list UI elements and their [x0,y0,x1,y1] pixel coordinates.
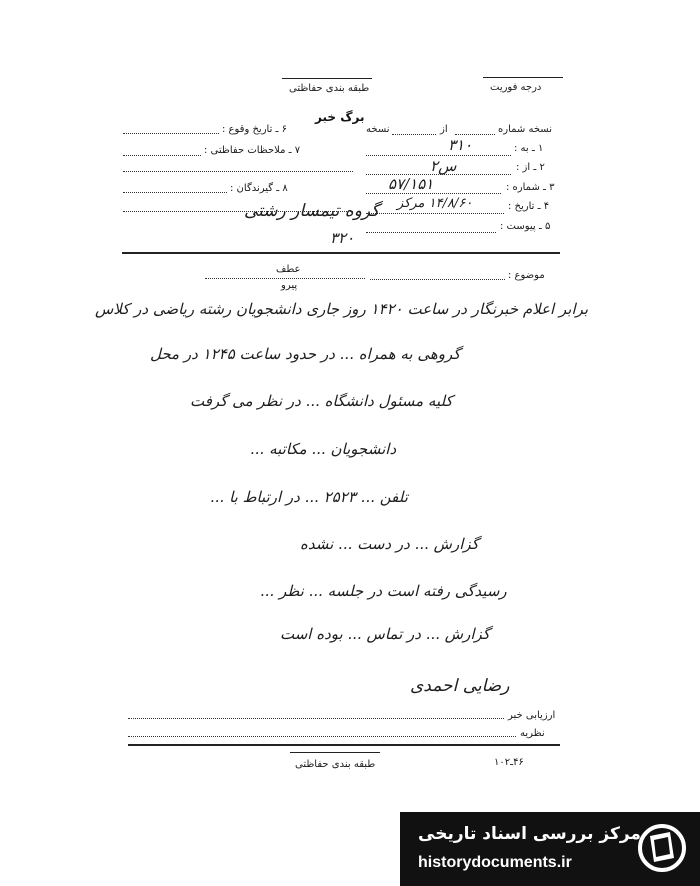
recipients-dots [123,192,227,193]
occurrence-date-label: ۶ ـ تاریخ وقوع : [222,124,288,135]
recipients-value-2: ۳۲۰ [330,229,355,247]
handwritten-line-6: گزارش ... در دست ... نشده [300,535,479,553]
reference-dots [205,278,365,279]
form-code: ۴۶ـ۱۰۲ [494,757,524,768]
handwritten-line-1: برابر اعلام خبرنگار در ساعت ۱۴۲۰ روز جاری دانشجویان رشته ریاضی در کلاس [95,300,589,318]
recipients-dots-2 [123,211,353,212]
copy-dots-1 [455,134,495,135]
recipients-label: ۸ ـ گیرندگان : [230,183,288,194]
header-classification-line [282,78,372,79]
form-title: برگ خبر [315,110,365,124]
copy-label: نسخه [366,124,390,135]
urgency-underline [483,77,563,78]
subject-label: موضوع : [508,270,545,281]
footer-classification-label: طبقه بندی حفاظتی [295,759,376,770]
subject-dots [370,279,505,280]
protection-notes-dots [123,155,201,156]
footer-separator [128,744,560,746]
urgency-label: درجه فوریت [490,82,542,93]
signature: رضایی احمدی [410,676,510,696]
footer-classification-line [290,752,380,753]
header-separator [122,252,560,254]
from-label: از [440,124,448,135]
protection-notes-dots-2 [123,171,353,172]
handwritten-line-8: گزارش ... در تماس ... بوده است [280,625,490,643]
handwritten-line-4: دانشجویان ... مکاتبه ... [250,440,397,458]
occurrence-date-dots [123,133,219,134]
to-line-value: ۳۱۰ [448,136,473,154]
opinion-dots [128,736,516,737]
watermark-band [400,812,700,886]
handwritten-line-7: رسیدگی رفته است در جلسه ... نظر ... [260,582,507,600]
evaluation-label: ارزیابی خبر [508,710,556,721]
handwritten-line-3: کلیه مسئول دانشگاه ... در نظر می گرفت [190,392,453,410]
date-line-value: ۱۴/۸/۶۰ مرکز [397,196,473,211]
to-line-label: ۱ ـ به : [514,143,544,154]
from-line-label: ۲ ـ از : [516,162,545,173]
handwritten-line-2: گروهی به همراه ... در حدود ساعت ۱۲۴۵ در محل [150,345,461,363]
evaluation-dots [128,718,504,719]
attachment-line-dots [366,232,496,233]
from-line-value: س۲ [430,157,457,175]
number-line-value: ۵۷/۱۵۱ [388,175,434,193]
recipients-value: گروه تیمسار رشتی [244,201,380,221]
number-line-dots [366,193,501,194]
attachment-line-label: ۵ ـ پیوست : [500,221,551,232]
document-logo-icon [636,822,688,874]
reference-label-1: عطف [276,264,301,275]
protection-notes-label: ۷ ـ ملاحظات حفاظتی : [204,145,301,156]
header-classification-label: طبقه بندی حفاظتی [289,83,370,94]
date-line-dots [366,213,504,214]
watermark-name: مرکز بررسی اسناد تاریخی [418,824,641,844]
reference-label-2: پیرو [281,280,298,291]
handwritten-line-5: تلفن ... ۲۵۲۳ ... در ارتباط با ... [210,488,408,506]
opinion-label: نظریه [520,728,545,739]
copy-number-label: نسخه شماره [498,124,552,135]
watermark-url: historydocuments.ir [418,854,572,871]
number-line-label: ۳ ـ شماره : [506,182,555,193]
date-line-label: ۴ ـ تاریخ : [508,201,550,212]
to-line-dots [366,155,511,156]
copy-dots-2 [392,134,436,135]
